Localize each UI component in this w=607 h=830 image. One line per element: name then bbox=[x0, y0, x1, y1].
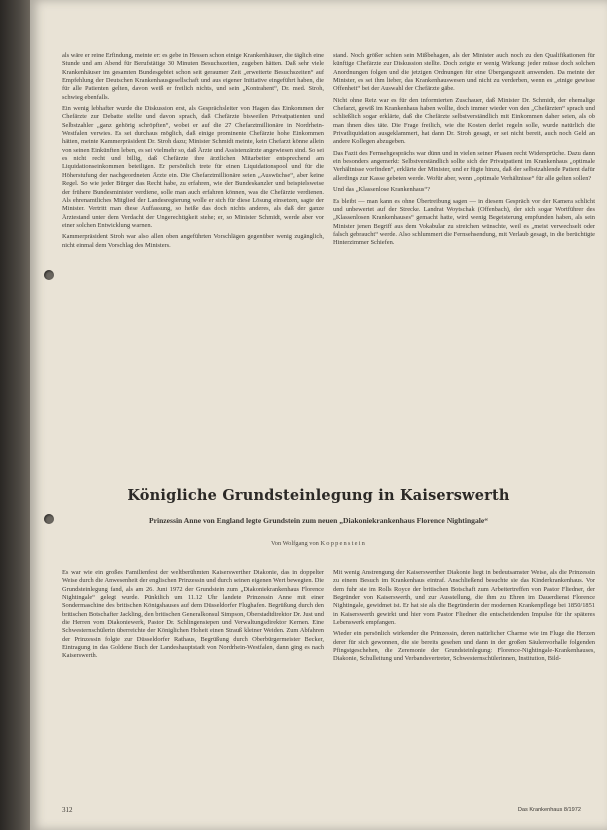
paragraph: Es bleibt — man kann es ohne Übertreibung sagen — in diesem Gespräch vor der Kamera schlicht und unbewertet auf der Strecke. Landrat Woytschak (Offenbach), der sich sogar Wortführer des „Klassenlosen Krankenhauses“ gemacht hatte, wird wenig Begeisterung empfunden haben, als sein Minister jenen Begriff aus dem Vokabular zu streichen wünschte, weil es „meist verwechselt oder falsch gebraucht“ werde. Also schlummert die Fernsehsendung, mit Verlaub gesagt, in die berüchtigte Hinterzimmer Schiefen. bbox=[333, 197, 595, 247]
article-byline bbox=[30, 540, 607, 547]
paragraph: Mit wenig Anstrengung der Kaiserswerther Diakonie liegt in bedeutsamster Weise, als die Prinzessin zu einem Besuch im Krankenhaus eintraf. Anschließend besuchte sie das Kinderkrankenhaus. Vor dem fuhr sie im Rolls Royce der britischen Botschaft zum Arbeitertreffen von Pastor Fliedner, der Begründer von Kaiserswerth, und zur Ausstellung, die ihm zu Ehren im Dauerdienst Florence Nightingale, gewidmet ist. Er hat sie als die Begründerin der modernen Krankenpflege bei 1850/1851 in Kaiserswerth gewirkt und hier vom Pastor Fliedner die entscheidenden Impulse für ihr späteres Lebenswerk empfangen. bbox=[333, 569, 595, 627]
page-number: 312 bbox=[62, 806, 73, 814]
upper-right-column bbox=[333, 52, 595, 457]
paragraph: Das Fazit des Fernsehgesprächs war dünn und in vielen seiner Phasen recht Widersprüche. Dazu dann ein besonders angemerkt: Selbstverständlich sollte sich der Privatpatient im Krankenhaus „optimale Verhältnisse vorfinden“, erklärte der Minister, und er fügte hinzu, daß der selbstzahlende Patient dafür allerdings zur Kasse gebeten werde. Wofür aber, wenn „optimale Verhältnisse“ für alle gelten sollen? bbox=[333, 149, 595, 182]
paragraph: Kammerpräsident Stroh war also allen oben angeführten Vorschlägen gegenüber wenig zugänglich, nicht einmal dem Vorschlag des Ministers. bbox=[62, 233, 324, 249]
paragraph: stand. Noch größer schien sein Mißbehagen, als der Minister auch noch zu den Qualifikationen für künftige Chefärzte zur Diskussion stellte. Doch zeigte er wenig Wirkung: jeder müsse doch solchen Anordnungen folgen und die jetzigen Ordnungen für eine Übergangszeit anwenden. Da meinte der Minister, es sei ihm lieber, das Krankenhauswesen und nicht zu verderben, wenn es „einige gewisse Offenheit“ bei der Auswahl der Chefärzte gäbe. bbox=[333, 52, 595, 93]
footer-source: Das Krankenhaus 8/1972 bbox=[517, 807, 581, 813]
article-title: Königliche Grundsteinlegung in Kaiserswerth bbox=[127, 487, 510, 504]
article-subtitle: Prinzessin Anne von England legte Grundstein zum neuen „Diakoniekrankenhaus Florence Nightingale“ bbox=[148, 516, 489, 525]
lower-right-column bbox=[333, 569, 595, 774]
paragraph: Es war wie ein großes Familienfest der weltberühmten Kaiserswerther Diakonie, das in doppelter Weise durch die Anwesenheit der englischen Prinzessin und durch seinen eigenen Wert bewegten. Die Grundsteinlegung fand, als am 26. Juni 1972 der Grundstein zum „Diakoniekrankenhaus Florence Nightingale“ gelegt wurde. Pünktlich um 11.12 Uhr landete Prinzessin Anne mit einer Sondermaschine des britischen Königshauses auf dem Düsseldorfer Flughafen. Begrüßung durch den britischen Botschafter Jackling, den britischen Generalkonsul Simpson, Oberstadtdirektor Dr. Just und die Herren vom Diakoniewerk, Pastor Dr. Schlingensiepen und Verwaltungsdirektor Kernen. Eine Schwesternschülerin überreichte der Königlichen Hoheit einen Strauß kleiner Weiden. Zum Abfahren der Prinzessin folgte zur Düsseldorfer Rathaus, Begrüßung durch Oberbürgermeister Becker, Eintragung in das Goldene Buch der Landeshauptstadt von Nordrhein-Westfalen, dann ging es nach Kaiserswerth. bbox=[62, 569, 324, 660]
upper-left-column bbox=[62, 52, 324, 457]
binding-hole bbox=[44, 270, 54, 280]
paragraph: Ein wenig lebhafter wurde die Diskussion erst, als Gesprächsleiter von Hagen das Einkommen der Chefärzte zur Debatte stellte und davon sprach, daß Chefärzte bisweilen Privatpatienten und Selbstzahler „ganz gehörig schröpften“, wobei er auf die 27 Chefarztmillionäre in Nordrhein-Westfalen verwies. Es sei durchaus möglich, daß einige prominente Chefärzte hohe Einkommen hätten, meinte Kammerpräsident Dr. Stroh dazu; Minister Schmidt meinte, kein Chefarzt könne allein von seinen Einkünften leben, es sei vielmehr so, daß Ärzte und Assistenzärzte angewiesen sind. So sei es nicht recht und billig, daß Chefärzte ihre ärztlichen Mitarbeiter entsprechend am Liquidationseinkommen beteiligen. Er persönlich trete für einen Liquidationspool und für die Höherstufung der nachgeordneten Ärzte ein. Die Chefarztmillionäre seien „Auswüchse“, aber keine Regel. So wie jeder Bürger das Recht habe, zu erfahren, wie der Bundeskanzler und beispielsweise der frühere Bundesminister verdiene, solle man auch erfahren können, was die Chefärzte verdienen. Als ehrenamtliches Mitglied der Landesregierung wolle er sich für diese Lösung einsetzen, sagte der Minister. Vertritt man diese Auffassung, so heiße das doch nichts anderes, als daß der ganze Ärztestand unter dem Verdacht der Ungerechtigkeit stehe; er, so Minister Schmidt, werde aber vor einer solchen Entwicklung warnen. bbox=[62, 105, 324, 229]
paragraph: Wieder ein persönlich wirkender die Prinzessin, deren natürlicher Charme wie im Fluge die Herzen derer für sich gewonnen, die sie bereits gesehen und dann in der großen Säulenvorhalle folgenden Pfingstgeschehen, die Zeremonie der Grundsteinlegung: Florence-Nightingale-Krankenhauses, Diakonie, Schulleitung und Verbandsvertreter, Schwesternschülerinnen, Institution, Bild- bbox=[333, 630, 595, 663]
paragraph: als wäre er reine Erfindung, meinte er: es gebe in Hessen schon einige Krankenhäuser, die täglich eine Stunde und am Abend für Berufstätige 30 Minuten Besuchszeiten, zugeben hätten. Daß sehr viele Krankenhäuser im gesamten Bundesgebiet schon seit geraumer Zeit „erweiterte Besuchszeiten“ auf Empfehlung der Deutschen Krankenhausgesellschaft und aus eigener Initiative eingeführt haben, die für alle Patienten gelten, davon weiß er freilich nichts, und sein „Kontrahent“, Dr. med. Stroh, schwieg ebenfalls. bbox=[62, 52, 324, 101]
paragraph: Nicht ohne Reiz war es für den informierten Zuschauer, daß Minister Dr. Schmidt, der ehemalige Chefarzt, gewiß im Krankenhaus haben wollte, doch immer wieder von den „Chefärzten“ sprach und schließlich sogar erklärte, daß die Chefärzte selbstverständlich mit Einkommen daher seien, als ob man ihnen dies täte. Die Frage freilich, wie die Kosten derlei regeln solle, wurde natürlich die Privatliquidation ausgeklammert, hat dann Dr. Stroh gesagt, er sei nicht bereit, auch noch Geld an andere Kollegen abzugeben. bbox=[333, 96, 595, 146]
byline-prefix: Von Wolfgang von bbox=[270, 540, 319, 547]
document-page bbox=[30, 0, 607, 830]
byline-author: Koppenstein bbox=[320, 540, 366, 547]
book-spine bbox=[0, 0, 30, 830]
paragraph: Und das „Klassenlose Krankenhaus“? bbox=[333, 186, 431, 194]
lower-left-column bbox=[62, 569, 324, 774]
